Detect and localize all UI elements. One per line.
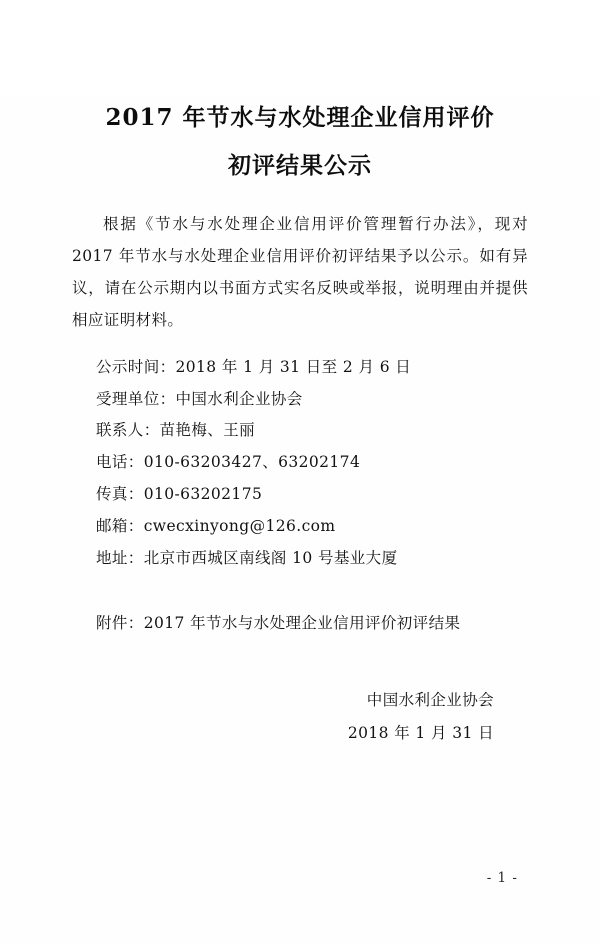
- contact-info-list: [72, 352, 528, 574]
- signature-organization: 中国水利企业协会: [366, 691, 494, 710]
- info-row-telephone: 电话：010-63203427、63202174: [96, 453, 361, 472]
- document-body: [72, 209, 528, 749]
- info-row-address: 地址：北京市西城区南线阁 10 号基业大厦: [96, 548, 398, 567]
- document-title: [72, 96, 528, 187]
- info-row-publication-period: 公示时间：2018 年 1 月 31 日至 2 月 6 日: [96, 357, 412, 376]
- title-line-secondary: 初评结果公示: [228, 151, 372, 179]
- info-row-contact-person: 联系人：苗艳梅、王丽: [96, 421, 256, 440]
- title-line-primary: 2017 年节水与水处理企业信用评价: [105, 104, 495, 131]
- document-page: [0, 96, 600, 944]
- intro-paragraph: 根据《节水与水处理企业信用评价管理暂行办法》，现对 2017 年节水与水处理企业信用评价初评结果予以公示。如有异议，请在公示期内以书面方式实名反映或举报，说明理由并提供相应证明材料。: [72, 215, 528, 329]
- info-row-fax: 传真：010-63202175: [96, 485, 263, 503]
- signature-date: 2018 年 1 月 31 日: [347, 723, 494, 742]
- info-row-email: 邮箱：cwecxinyong@126.com: [96, 516, 336, 535]
- attachment-line: 附件：2017 年节水与水处理企业信用评价初评结果: [96, 614, 461, 633]
- page-number: - 1 -: [486, 870, 518, 886]
- info-row-handling-unit: 受理单位：中国水利企业协会: [96, 389, 303, 408]
- signature-block: [72, 684, 528, 749]
